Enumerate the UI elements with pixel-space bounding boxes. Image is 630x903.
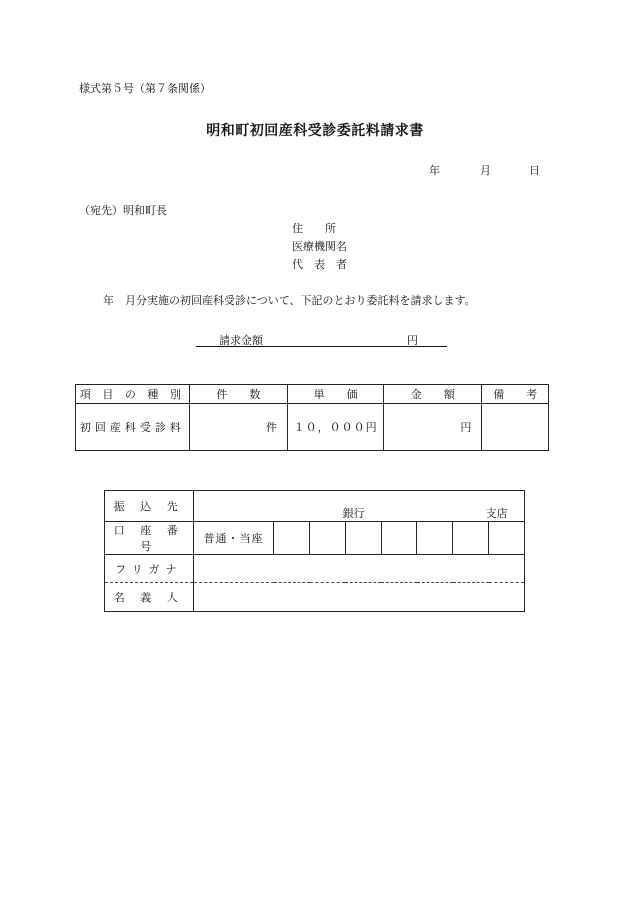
bank-table — [104, 490, 525, 612]
account-digit-cell[interactable] — [489, 522, 525, 555]
amount-label: 請求金額 — [219, 334, 263, 347]
account-label: 口 座 番 号 — [105, 522, 194, 555]
account-digit-cell[interactable] — [274, 522, 310, 555]
account-digit-cell[interactable] — [345, 522, 381, 555]
fee-table — [75, 384, 549, 451]
fee-table-header — [76, 385, 549, 404]
header-amount: 金 額 — [384, 385, 482, 404]
branch-suffix: 支店 — [485, 507, 508, 520]
page-title: 明和町初回産科受診委託料請求書 — [206, 123, 424, 139]
amount-line — [196, 332, 447, 347]
account-digit-cell[interactable] — [417, 522, 453, 555]
remarks-cell[interactable] — [482, 404, 549, 451]
count-unit: 件 — [265, 421, 277, 434]
table-row — [76, 404, 549, 451]
date-month-label: 月 — [480, 164, 491, 177]
form-number: 様式第５号（第７条関係） — [79, 82, 211, 95]
account-type: 普通・当座 — [193, 522, 274, 555]
header-unit-price: 単 価 — [287, 385, 383, 404]
holder-row — [105, 583, 525, 612]
institution-label: 医療機関名 — [292, 240, 347, 253]
date-year-label: 年 — [429, 164, 440, 177]
header-remarks: 備 考 — [482, 385, 549, 404]
amount-cell-unit: 円 — [460, 421, 472, 434]
holder-label: 名 義 人 — [105, 583, 194, 612]
account-row — [105, 522, 525, 555]
header-count: 件 数 — [189, 385, 287, 404]
count-cell[interactable] — [189, 404, 287, 451]
representative-label: 代 表 者 — [292, 258, 347, 271]
account-digit-cell[interactable] — [453, 522, 489, 555]
addressee: （宛先）明和町長 — [79, 204, 167, 217]
account-digit-cell[interactable] — [310, 522, 346, 555]
holder-field[interactable] — [193, 583, 524, 612]
header-item-type: 項 目 の 種 別 — [76, 385, 190, 404]
amount-cell[interactable] — [384, 404, 482, 451]
address-label: 住 所 — [292, 222, 336, 235]
furigana-field[interactable] — [193, 555, 524, 583]
bank-name-field[interactable] — [193, 491, 524, 522]
date-day-label: 日 — [529, 164, 540, 177]
furigana-row — [105, 555, 525, 583]
furigana-label: フリガナ — [105, 555, 194, 583]
bank-row — [105, 491, 525, 522]
transfer-label: 振 込 先 — [105, 491, 194, 522]
bank-suffix: 銀行 — [342, 507, 365, 520]
account-digit-cell[interactable] — [381, 522, 417, 555]
item-name: 初回産科受診料 — [76, 404, 190, 451]
request-body-text: 年 月分実施の初回産科受診について、下記のとおり委託料を請求します。 — [103, 294, 476, 307]
amount-unit: 円 — [407, 334, 418, 347]
unit-price: １０，０００円 — [287, 404, 383, 451]
